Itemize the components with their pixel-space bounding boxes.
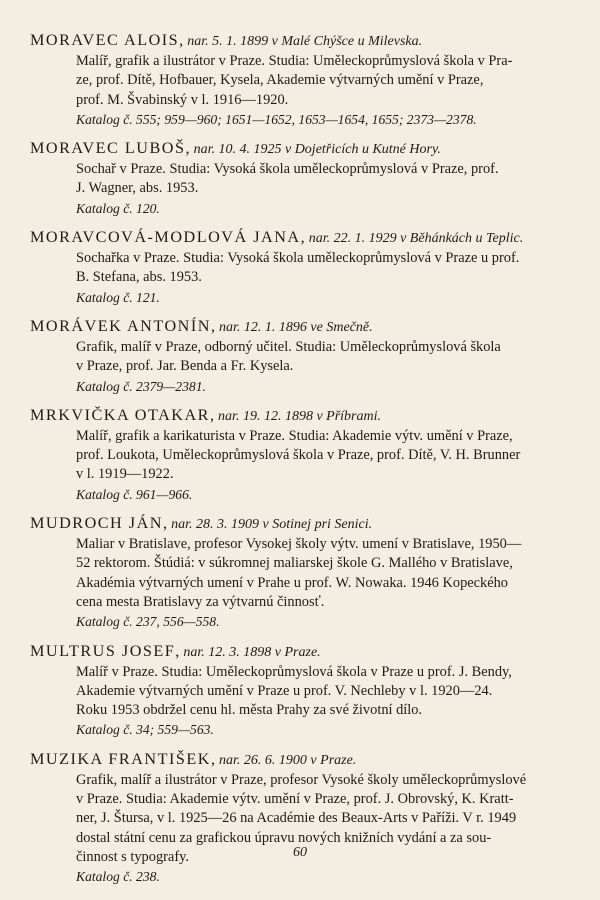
- artist-name: MORAVEC LUBOŠ: [30, 139, 186, 158]
- entry-body: [76, 338, 572, 396]
- entry-body: [76, 427, 572, 504]
- page-number: 60: [293, 845, 307, 860]
- biography-line: dostal státní cenu za grafickou úpravu nových knižních vydání a za sou-: [76, 829, 492, 846]
- artist-entry: [30, 513, 572, 631]
- catalog-reference: Katalog č. 961—966.: [76, 486, 193, 502]
- biography-line: prof. Loukota, Uměleckoprůmyslová škola v Praze, prof. Dítě, V. H. Brunner: [76, 447, 521, 464]
- entry-heading: [30, 641, 572, 663]
- separator: ,: [162, 514, 172, 533]
- biography-line: ner, J. Štursa, v l. 1925—26 na Académie des Beaux-Arts v Paříži. V r. 1949: [76, 810, 517, 827]
- catalog-reference: Katalog č. 2379—2381.: [76, 378, 206, 394]
- birth-info: nar. 28. 3. 1909 v Sotinej pri Senici.: [171, 517, 373, 533]
- artist-name: MUDROCH JÁN: [30, 514, 163, 533]
- biography-line: Malíř, grafik a ilustrátor v Praze. Studia: Uměleckoprůmyslová škola v Pra-: [76, 53, 513, 69]
- birth-info: nar. 12. 3. 1898 v Praze.: [183, 644, 321, 660]
- biography-line: B. Stefana, abs. 1953.: [76, 269, 202, 286]
- entry-heading: [30, 513, 572, 535]
- separator: ,: [175, 641, 184, 660]
- artist-name: MORÁVEK ANTONÍN: [30, 316, 211, 335]
- entry-body: [76, 771, 572, 887]
- entry-heading: [30, 749, 572, 771]
- entry-heading: [30, 227, 572, 249]
- entry-body: [76, 249, 572, 307]
- catalog-reference: Katalog č. 237, 556—558.: [76, 614, 220, 630]
- biography-line: J. Wagner, abs. 1953.: [76, 180, 199, 197]
- artist-entry: [30, 138, 572, 218]
- biography-line: Malíř, grafik a karikaturista v Praze. Studia: Akademie výtv. umění v Praze,: [76, 427, 513, 444]
- biography-line: v Praze. Studia: Akademie výtv. umění v Praze, prof. J. Obrovský, K. Kratt-: [76, 791, 514, 808]
- entry-heading: [30, 30, 572, 52]
- biography-line: Maliar v Bratislave, profesor Vysokej školy výtv. umení v Bratislave, 1950—: [76, 536, 522, 553]
- birth-info: nar. 22. 1. 1929 v Běhánkách u Teplic.: [308, 231, 524, 247]
- entry-heading: [30, 405, 572, 427]
- artist-name: MORAVCOVÁ-MODLOVÁ JANA: [30, 228, 301, 247]
- separator: ,: [179, 31, 188, 49]
- entry-heading: [30, 316, 572, 338]
- biography-line: Grafik, malíř v Praze, odborný učitel. Studia: Uměleckoprůmyslová škola: [76, 338, 501, 355]
- biography-line: cena mesta Bratislavy za výtvarnú činnosť.: [76, 593, 325, 610]
- biography-line: v Praze, prof. Jar. Benda a Fr. Kysela.: [76, 358, 294, 375]
- artist-entry: [30, 641, 572, 740]
- biography-line: v l. 1919—1922.: [76, 466, 174, 483]
- birth-info: nar. 10. 4. 1925 v Dojetřicích u Kutné Hory.: [193, 142, 441, 158]
- artist-entry: [30, 749, 572, 887]
- entry-body: [76, 52, 572, 129]
- entry-body: [76, 535, 572, 631]
- biography-line: Sochař v Praze. Studia: Vysoká škola uměleckoprůmyslová v Praze, prof.: [76, 161, 499, 178]
- artist-name: MULTRUS JOSEF: [30, 641, 176, 660]
- birth-info: nar. 19. 12. 1898 v Příbrami.: [218, 408, 381, 424]
- birth-info: nar. 12. 1. 1896 ve Smečně.: [219, 319, 373, 335]
- entry-list: [30, 30, 572, 887]
- artist-entry: [30, 405, 572, 504]
- biography-line: Grafik, malíř a ilustrátor v Praze, profesor Vysoké školy uměleckoprůmyslové: [76, 771, 527, 788]
- biography-line: Akadémia výtvarných umení v Prahe u prof. W. Nowaka. 1946 Kopeckého: [76, 574, 509, 591]
- biography-line: prof. M. Švabinský v l. 1916—1920.: [76, 91, 289, 108]
- catalog-reference: Katalog č. 121.: [76, 289, 160, 305]
- separator: ,: [210, 316, 220, 335]
- birth-info: nar. 5. 1. 1899 v Malé Chýšce u Milevska.: [187, 34, 423, 49]
- biography-line: ze, prof. Dítě, Hofbauer, Kysela, Akademie výtvarných umění v Praze,: [76, 72, 484, 89]
- entry-heading: [30, 138, 572, 160]
- biography-line: Sochařka v Praze. Studia: Vysoká škola uměleckoprůmyslová v Praze u prof.: [76, 250, 520, 267]
- artist-name: MUZIKA FRANTIŠEK: [30, 749, 211, 768]
- catalog-reference: Katalog č. 34; 559—563.: [76, 722, 214, 738]
- biography-line: 52 rektorom. Štúdiá: v súkromnej maliarskej škole G. Mallého v Bratislave,: [76, 555, 513, 572]
- separator: ,: [185, 139, 194, 158]
- separator: ,: [209, 405, 219, 424]
- catalog-reference: Katalog č. 555; 959—960; 1651—1652, 1653—1654, 1655; 2373—2378.: [76, 111, 477, 127]
- entry-body: [76, 663, 572, 740]
- biography-line: Akademie výtvarných umění v Praze u prof. V. Nechleby v l. 1920—24.: [76, 682, 493, 699]
- birth-info: nar. 26. 6. 1900 v Praze.: [219, 752, 357, 768]
- artist-entry: [30, 227, 572, 307]
- catalog-reference: Katalog č. 238.: [76, 869, 160, 885]
- separator: ,: [300, 228, 309, 247]
- artist-name: MORAVEC ALOIS: [30, 31, 180, 49]
- artist-name: MRKVIČKA OTAKAR: [30, 405, 210, 424]
- separator: ,: [210, 749, 220, 768]
- entry-body: [76, 160, 572, 218]
- biography-line: činnost s typografy.: [76, 848, 189, 865]
- artist-entry: [30, 30, 572, 129]
- catalog-reference: Katalog č. 120.: [76, 200, 160, 216]
- biography-line: Roku 1953 obdržel cenu hl. města Prahy za své životní dílo.: [76, 702, 423, 719]
- artist-entry: [30, 316, 572, 396]
- biography-line: Malíř v Praze. Studia: Uměleckoprůmyslová škola v Praze u prof. J. Bendy,: [76, 663, 512, 680]
